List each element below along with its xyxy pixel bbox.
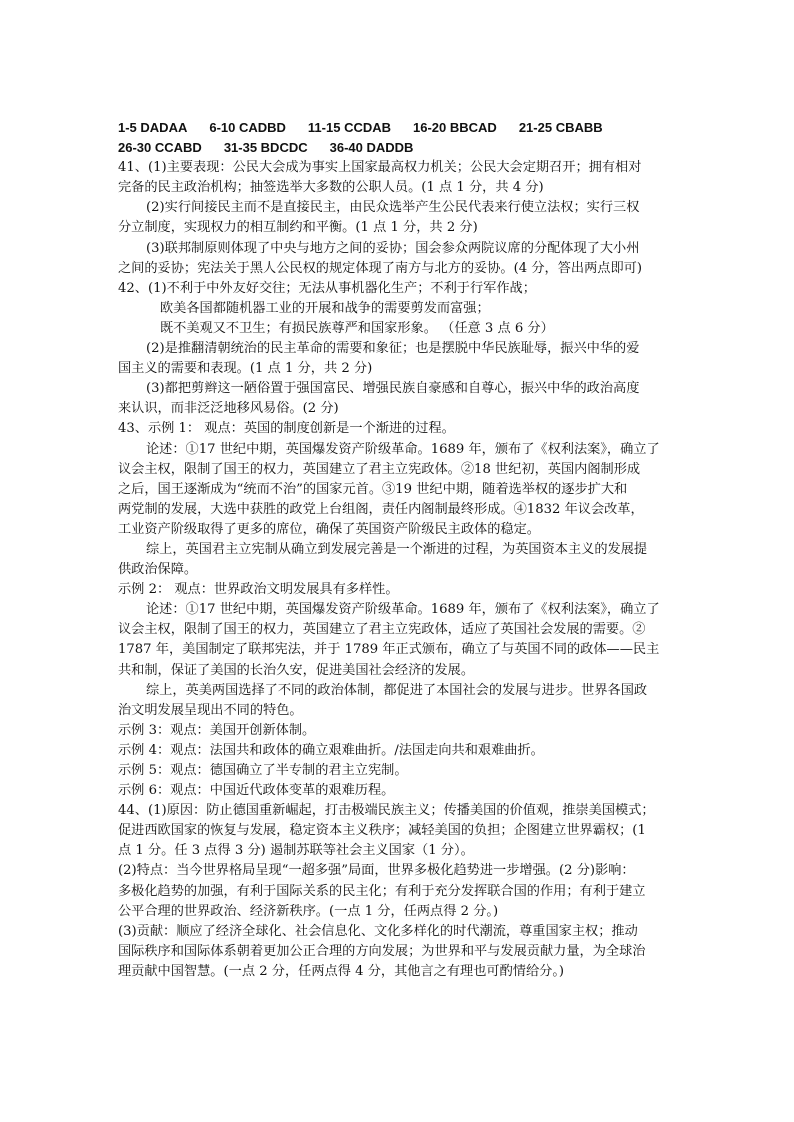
text-line: 共和制，保证了美国的长治久安，促进美国社会经济的发展。 — [118, 662, 475, 678]
answer-key: 11-15 CCDAB — [307, 120, 392, 135]
text-line: 来认识，而非泛泛地移风易俗。(2 分) — [118, 401, 339, 417]
text-line: 完备的民主政治机构；抽签选举大多数的公职人员。(1 点 1 分，共 4 分) — [118, 180, 544, 196]
answer-body — [118, 158, 684, 982]
answer-key-row-1 — [118, 118, 684, 138]
text-line: 示例 6：观点：中国近代政体变革的艰难历程。 — [118, 783, 395, 799]
text-line: (2)是推翻清朝统治的民主革命的需要和象征；也是摆脱中华民族耻辱，振兴中华的爱 — [146, 341, 640, 357]
text-line: 示例 5：观点：德国确立了半专制的君主立宪制。 — [118, 763, 408, 778]
answer-document — [118, 118, 684, 982]
answer-key: 6-10 CADBD — [209, 120, 286, 135]
text-line: 国主义的需要和表现。(1 点 1 分，共 2 分) — [118, 361, 373, 377]
text-line: 论述：①17 世纪中期，英国爆发资产阶级革命。1689 年，颁布了《权利法案》，确立了 — [146, 441, 660, 457]
text-line: 41、(1)主要表现：公民大会成为事实上国家最高权力机关；公民大会定期召开；拥有相对 — [118, 160, 642, 176]
text-line: (3)都把剪辫这一陋俗置于强国富民、增强民族自豪感和自尊心，振兴中华的政治高度 — [146, 381, 640, 397]
text-line: 理贡献中国智慧。(一点 2 分，任两点得 4 分，其他言之有理也可酌情给分。) — [118, 963, 565, 979]
text-line: 分立制度，实现权力的相互制约和平衡。(1 点 1 分，共 2 分) — [118, 220, 478, 236]
text-line: 促进西欧国家的恢复与发展，稳定资本主义秩序；减轻美国的负担；企图建立世界霸权；(1 — [118, 823, 646, 839]
text-line: 议会主权，限制了国王的权力，英国建立了君主立宪政体，适应了英国社会发展的需要。② — [118, 622, 646, 638]
text-line: 43、示例 1： 观点：英国的制度创新是一个渐进的过程。 — [118, 421, 455, 437]
text-line: (3)贡献：顺应了经济全球化、社会信息化、文化多样化的时代潮流，尊重国家主权；推动 — [118, 923, 638, 939]
text-line: 既不美观又不卫生；有损民族尊严和国家形象。 （任意 3 点 6 分） — [160, 320, 554, 336]
answer-key: 26-30 CCABD — [118, 140, 202, 156]
answer-key: 31-35 BDCDC — [223, 140, 308, 156]
text-line: 示例 2： 观点：世界政治文明发展具有多样性。 — [118, 582, 399, 598]
text-line: 42、(1)不利于中外友好交往；无法从事机器化生产；不利于行军作战； — [118, 280, 536, 296]
answer-key: 16-20 BBCAD — [413, 120, 497, 135]
text-line: 多极化趋势的加强，有利于国际关系的民主化；有利于充分发挥联合国的作用；有利于建立 — [118, 883, 646, 899]
text-line: 之间的妥协；宪法关于黑人公民权的规定体现了南方与北方的妥协。(4 分，答出两点即可) — [118, 260, 642, 276]
text-line: 两党制的发展，大选中获胜的政党上台组阁，责任内阁制最终形成。④1832 年议会改革， — [118, 501, 644, 517]
text-line: 治文明发展呈现出不同的特色。 — [118, 702, 303, 718]
text-line: 公平合理的世界政治、经济新秩序。(一点 1 分，任两点得 2 分。) — [118, 903, 499, 919]
text-line: 议会主权，限制了国王的权力，英国建立了君主立宪政体。②18 世纪初，英国内阁制形成 — [118, 461, 641, 477]
text-line: 之后，国王逐渐成为“统而不治”的国家元首。③19 世纪中期，随着选举权的逐步扩大和 — [118, 481, 628, 497]
text-line: (2)特点：当今世界格局呈现“一超多强”局面，世界多极化趋势进一步增强。(2 分)影响： — [118, 863, 635, 879]
text-line: 44、(1)原因：防止德国重新崛起，打击极端民族主义；传播美国的价值观，推崇美国模式； — [118, 803, 655, 819]
text-line: 国际秩序和国际体系朝着更加公正合理的方向发展；为世界和平与发展贡献力量，为全球治 — [118, 943, 646, 959]
text-line: 论述：①17 世纪中期，英国爆发资产阶级革命。1689 年，颁布了《权利法案》，确立了 — [146, 602, 660, 618]
text-line: (3)联邦制原则体现了中央与地方之间的妥协；国会参众两院议席的分配体现了大小州 — [146, 240, 640, 256]
answer-key: 36-40 DADDB — [329, 140, 414, 156]
text-line: 欧美各国都随机器工业的开展和战争的需要剪发而富强； — [160, 300, 490, 316]
text-line: 示例 4：观点：法国共和政体的确立艰难曲折。/法国走向共和艰难曲折。 — [118, 742, 544, 758]
text-line: 综上，英美两国选择了不同的政治体制，都促进了本国社会的发展与进步。世界各国政 — [146, 682, 648, 698]
text-line: 工业资产阶级取得了更多的席位，确保了英国资产阶级民主政体的稳定。 — [118, 521, 540, 537]
answer-key: 21-25 CBABB — [518, 120, 603, 135]
answer-key: 1-5 DADAA — [118, 120, 188, 135]
text-line: 供政治保障。 — [118, 562, 198, 578]
text-line: 示例 3：观点：美国开创新体制。 — [118, 722, 316, 738]
text-line: 1787 年，美国制定了联邦宪法，并于 1789 年正式颁布，确立了与英国不同的政体——民主 — [118, 642, 660, 658]
text-line: (2)实行间接民主而不是直接民主，由民众选举产生公民代表来行使立法权；实行三权 — [146, 200, 640, 216]
text-line: 综上，英国君主立宪制从确立到发展完善是一个渐进的过程，为英国资本主义的发展提 — [146, 541, 648, 557]
text-line: 点 1 分。任 3 点得 3 分) 遏制苏联等社会主义国家（1 分）。 — [118, 843, 474, 859]
answer-key-row-2 — [118, 138, 684, 158]
